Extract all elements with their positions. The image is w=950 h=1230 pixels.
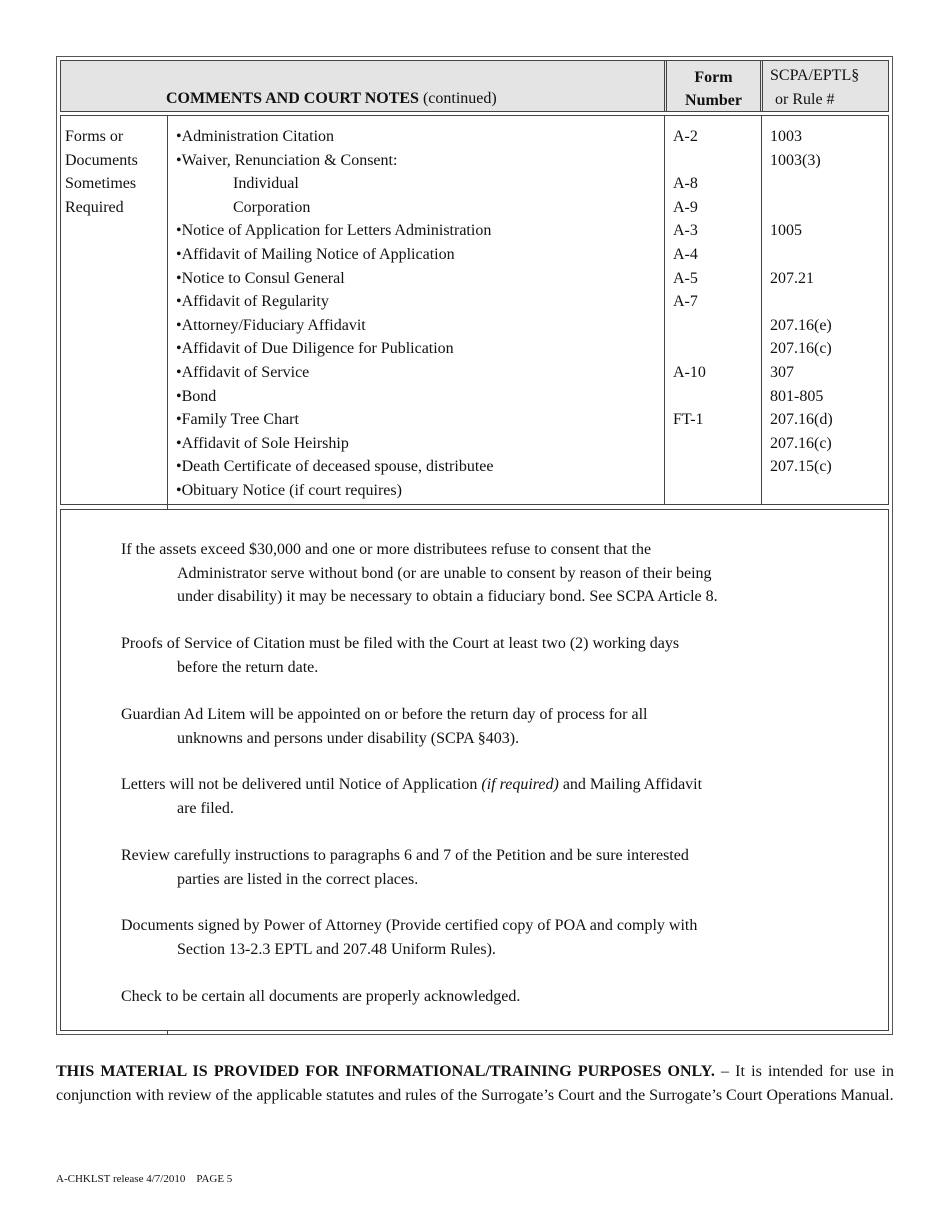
note-paragraph [121,844,841,891]
note-first-line: Check to be certain all documents are properly acknowledged. [121,988,521,1005]
note-paragraph [121,914,841,961]
row-label-line: Sometimes [65,175,137,193]
note-first-line: Guardian Ad Litem will be appointed on or before the return day of process for all [121,706,648,723]
form-number [673,479,758,503]
note-paragraph [121,985,841,1009]
rule-number: 207.16(c) [770,340,832,358]
form-number [673,314,758,338]
note-continuation-line: before the return date. [177,658,319,676]
document-item: •Notice to Consul General [176,269,345,287]
section-title-suffix: (continued) [422,90,497,107]
note-first-line: Review carefully instructions to paragraphs 6 and 7 of the Petition and be sure interested [121,847,689,864]
form-number: A-3 [673,222,698,240]
form-header-line2: Number [685,92,742,109]
document-item: •Affidavit of Due Diligence for Publication [176,340,454,358]
note-continuation-line: parties are listed in the correct places. [177,870,419,888]
row-label-line: Forms or [65,128,124,145]
rule-number: 307 [770,363,794,381]
rule-number: 1003 [770,128,802,145]
note-first-line: Proofs of Service of Citation must be filed with the Court at least two (2) working days [121,635,680,652]
note-emphasis: (if required) [481,776,559,793]
document-item: •Notice of Application for Letters Administration [176,222,492,240]
form-number: A-2 [673,128,698,145]
note-continuation-line: are filed. [177,799,234,817]
form-number: A-4 [673,245,698,263]
form-number [673,455,758,479]
rule-number [770,196,885,220]
note-continuation-line: under disability) it may be necessary to obtain a fiduciary bond. See SCPA Article 8. [177,588,718,605]
form-number: A-8 [673,175,698,193]
disclaimer [56,1060,894,1108]
column-divider [761,115,762,505]
row-label [65,125,138,219]
rule-header-line1: SCPA/EPTL§ [770,67,860,84]
document-list [176,125,661,503]
note-paragraph [121,632,841,679]
document-item: •Obituary Notice (if court requires) [176,481,402,499]
note-paragraph [121,538,841,609]
form-number: FT-1 [673,411,704,429]
rule-number: 1003(3) [770,151,821,169]
document-item: •Affidavit of Sole Heirship [176,434,349,452]
document-item: •Death Certificate of deceased spouse, distributee [176,458,494,476]
rule-number: 801-805 [770,387,824,405]
note-continuation-line: unknowns and persons under disability (SCPA §403). [177,729,520,747]
note-text: and Mailing Affidavit [558,776,703,793]
form-number: A-10 [673,363,706,381]
note-paragraph [121,773,841,820]
page-footer: A-CHKLST release 4/7/2010 PAGE 5 [56,1173,233,1185]
form-number [673,337,758,361]
rule-header-line2: or Rule # [775,91,835,108]
section-title-bold: COMMENTS AND COURT NOTES [166,90,419,107]
row-label-line: Required [65,198,124,216]
note-text: Letters will not be delivered until Notice of Application [121,776,482,793]
document-item: Corporation [233,198,311,216]
document-item: •Waiver, Renunciation & Consent: [176,151,398,169]
rule-number: 207.16(c) [770,434,832,452]
rule-number [770,172,885,196]
rule-number [770,290,885,314]
form-number-list [673,125,758,503]
document-item: •Family Tree Chart [176,411,299,429]
rule-number [770,479,885,503]
document-item: •Affidavit of Regularity [176,293,329,311]
document-item: •Administration Citation [176,128,335,145]
note-first-line [121,773,841,797]
rule-number: 1005 [770,222,802,240]
column-divider [664,115,665,505]
document-item: •Attorney/Fiduciary Affidavit [176,316,366,334]
document-item: •Bond [176,387,217,405]
header-divider [760,60,763,112]
form-header-line1: Form [694,69,733,86]
rule-number: 207.16(e) [770,316,832,334]
note-paragraph [121,703,841,750]
disclaimer-text: – It is intended for use in conjunction with review of the applicable statutes and rules of the Surrogate’s Court and the Surrogate’s Court Operations Manual. [56,1063,895,1104]
document-item: •Affidavit of Mailing Notice of Application [176,245,455,263]
rule-header [770,64,859,112]
form-number: A-7 [673,293,698,311]
form-number [673,432,758,456]
document-item: •Affidavit of Service [176,363,310,381]
rule-number-list [770,125,885,503]
note-first-line: If the assets exceed $30,000 and one or more distributees refuse to consent that the [121,541,652,558]
form-number-header [667,66,760,112]
form-number: A-9 [673,198,698,216]
disclaimer-bold: THIS MATERIAL IS PROVIDED FOR INFORMATIONAL/TRAINING PURPOSES ONLY. [56,1063,715,1080]
rule-number: 207.16(d) [770,411,833,429]
section-title [166,90,497,108]
rule-number: 207.21 [770,269,814,287]
note-continuation-line: Section 13-2.3 EPTL and 207.48 Uniform Rules). [177,940,496,958]
row-label-line: Documents [65,151,138,169]
note-continuation-line: Administrator serve without bond (or are unable to consent by reason of their being [177,564,712,582]
note-first-line: Documents signed by Power of Attorney (Provide certified copy of POA and comply with [121,917,698,934]
form-number: A-5 [673,269,698,287]
rule-number: 207.15(c) [770,458,832,476]
form-number [673,149,758,173]
form-number [673,385,758,409]
document-item: Individual [233,175,299,193]
rule-number [770,243,885,267]
